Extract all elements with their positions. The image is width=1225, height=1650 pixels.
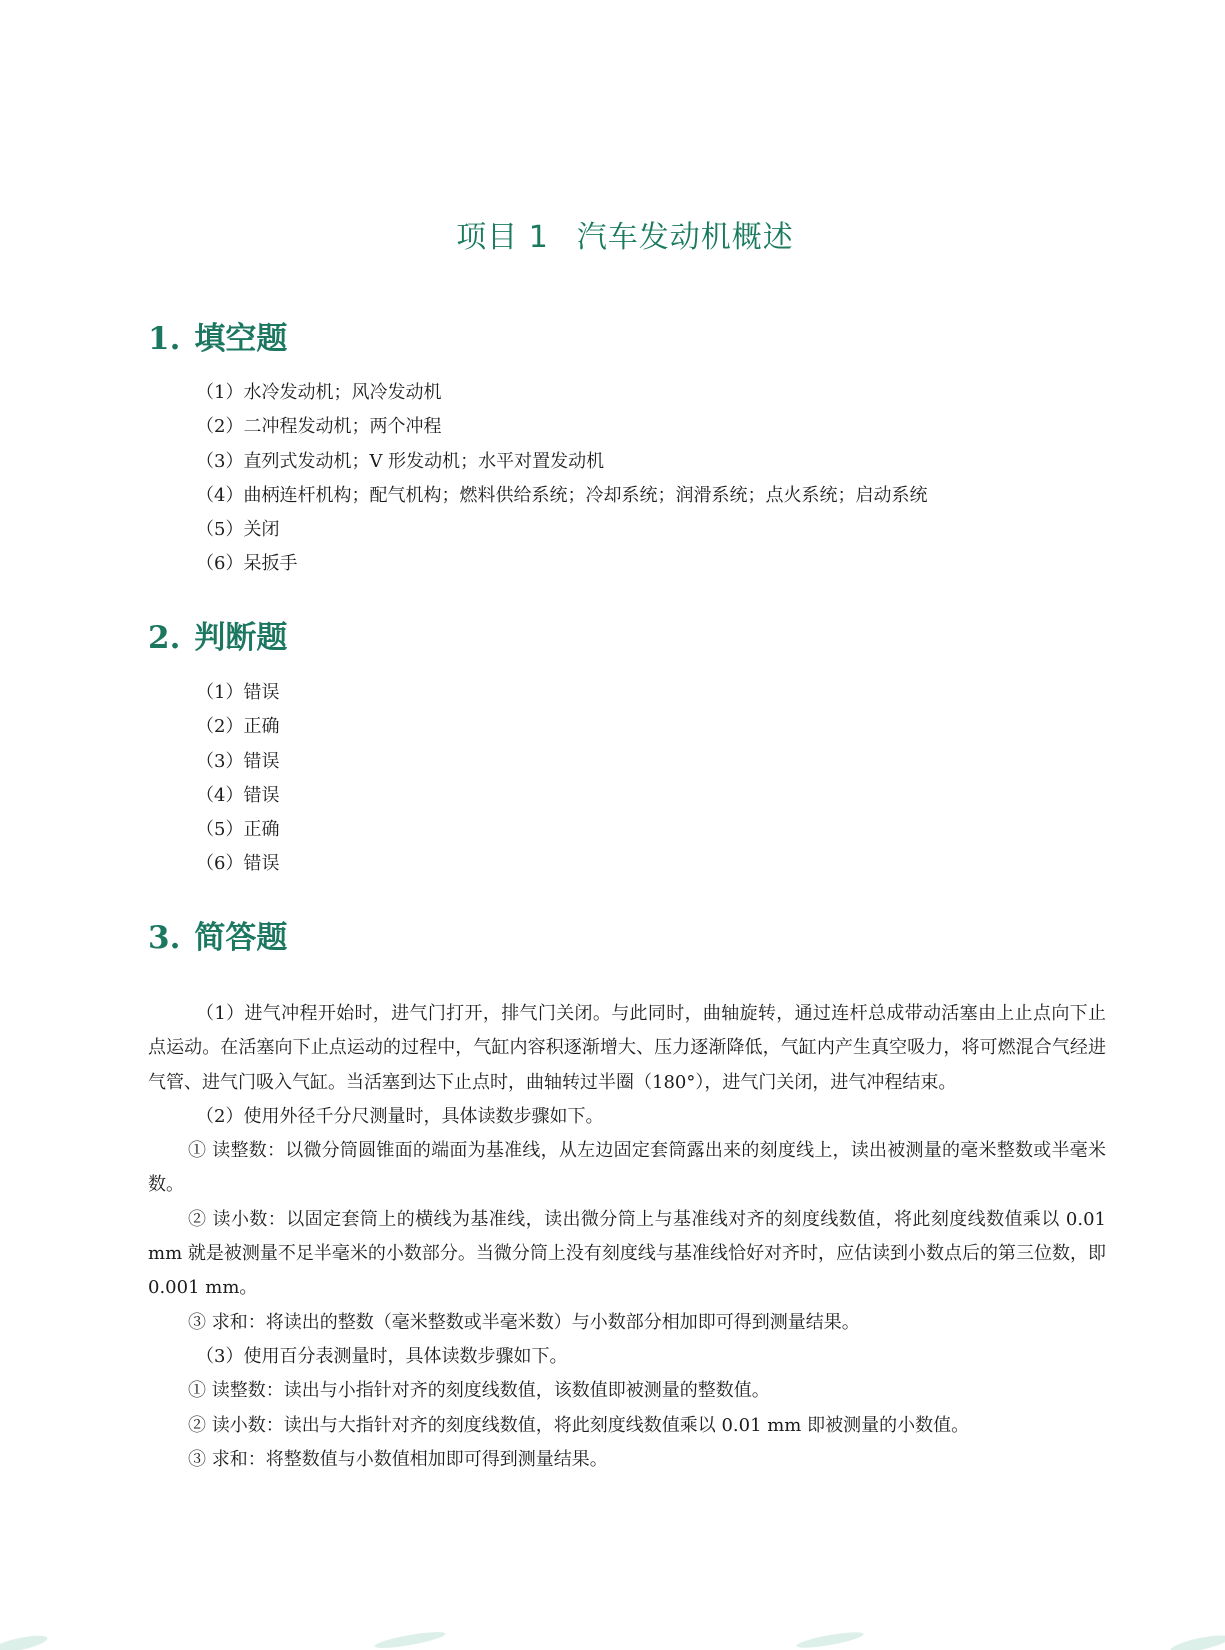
list-item: （3）错误	[196, 750, 280, 772]
project-name: 汽车发动机概述	[576, 220, 794, 255]
answer-paragraph: ③ 求和：将整数值与小数值相加即可得到测量结果。	[188, 1448, 608, 1470]
project-number: 项目 1	[456, 220, 549, 255]
list-item: （4）错误	[196, 784, 280, 806]
answer-paragraph: ② 读小数：以固定套筒上的横线为基准线，读出微分筒上与基准线对齐的刻度线数值，将此刻度线数值乘以 0.01 mm 就是被测量不足半毫米的小数部分。当微分筒上没有刻度线与基准线恰好对齐时，应估读到小数点后的第三位数，即 0.001 mm。	[148, 1208, 1106, 1299]
answer-paragraph: ③ 求和：将读出的整数（毫米整数或半毫米数）与小数部分相加即可得到测量结果。	[188, 1311, 860, 1333]
section-title: 填空题	[194, 321, 288, 357]
short-answer-body	[148, 997, 1106, 1477]
footer-decoration	[0, 1610, 1225, 1650]
list-item: （1）错误	[196, 682, 280, 703]
list-item: （5）正确	[196, 819, 280, 841]
answer-paragraph: ① 读整数：以微分筒圆锥面的端面为基准线，从左边固定套筒露出来的刻度线上，读出被测量的毫米整数或半毫米数。	[148, 1140, 1106, 1196]
list-item: （4）曲柄连杆机构；配气机构；燃料供给系统；冷却系统；润滑系统；点火系统；启动系统	[196, 484, 928, 506]
list-item: （6）呆扳手	[196, 553, 298, 575]
list-item: （2）正确	[196, 716, 280, 738]
section-title: 判断题	[194, 620, 288, 656]
section-number: 1.	[148, 321, 181, 357]
true-false-answer-list	[196, 676, 279, 882]
list-item: （6）错误	[196, 853, 280, 875]
answer-paragraph: （3）使用百分表测量时，具体读数步骤如下。	[196, 1345, 568, 1367]
answer-paragraph: （1）进气冲程开始时，进气门打开，排气门关闭。与此同时，曲轴旋转，通过连杆总成带动活塞由上止点向下止点运动。在活塞向下止点运动的过程中，气缸内容积逐渐增大、压力逐渐降低，气缸内产生真空吸力，将可燃混合气经进气管、进气门吸入气缸。当活塞到达下止点时，曲轴转过半圈（180°），进气门关闭，进气冲程结束。	[148, 1003, 1106, 1093]
answer-paragraph: （2）使用外径千分尺测量时，具体读数步骤如下。	[196, 1105, 604, 1127]
section-heading-true-false	[148, 612, 287, 657]
list-item: （3）直列式发动机；V 形发动机；水平对置发动机	[196, 450, 605, 472]
list-item: （5）关闭	[196, 519, 280, 541]
list-item: （1）水冷发动机；风冷发动机	[196, 382, 442, 403]
page-title	[0, 212, 1225, 256]
fill-blank-answer-list	[196, 376, 927, 582]
section-title: 简答题	[194, 920, 288, 956]
section-number: 3.	[148, 920, 181, 956]
section-heading-fill-blank	[148, 313, 287, 358]
answer-paragraph: ① 读整数：读出与小指针对齐的刻度线数值，该数值即被测量的整数值。	[188, 1380, 770, 1402]
list-item: （2）二冲程发动机；两个冲程	[196, 416, 442, 438]
section-number: 2.	[148, 620, 181, 656]
section-heading-short-answer	[148, 912, 287, 957]
answer-paragraph: ② 读小数：读出与大指针对齐的刻度线数值，将此刻度线数值乘以 0.01 mm 即被测量的小数值。	[188, 1414, 970, 1436]
